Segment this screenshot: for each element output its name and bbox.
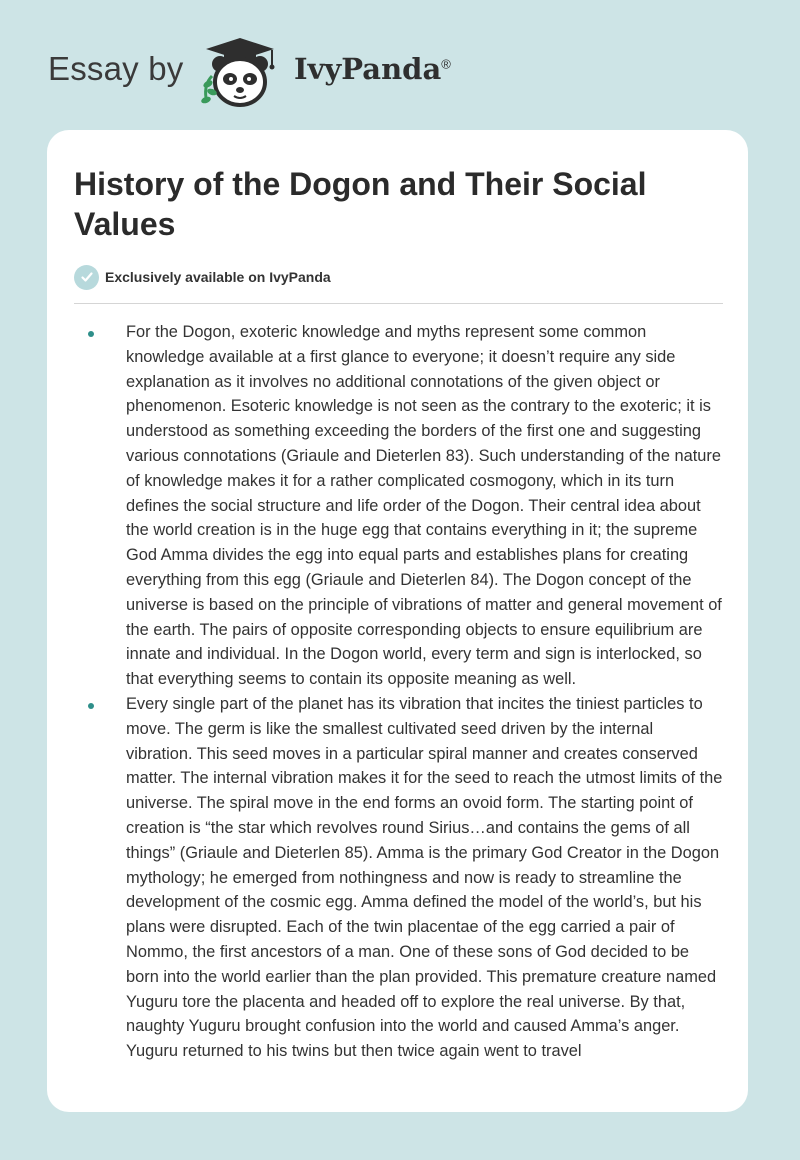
- exclusive-badge: [74, 264, 331, 290]
- paragraph-text: Every single part of the planet has its vibration that incites the tiniest particles to move. The germ is like the smallest cultivated seed driven by the internal vibration. This seed moves in a particular spiral manner and creates conserved matter. The internal vibration makes it for the seed to reach the utmost limits of the universe. The spiral move in the end forms an ovoid form. The starting point of creation is “the star which revolves round Sirius…and contains the gems of all things” (Griaule and Dieterlen 85). Amma is the primary God Creator in the Dogon mythology; he emerged from nothingness and now is ready to streamline the development of the cosmic egg. Amma defined the model of the world’s, but his plans were disrupted. Each of the twin placentae of the egg carried a pair of Nommo, the first ancestors of a man. One of these sons of God decided to be born into the world earlier than the plan provided. This premature creature named Yuguru tore the placenta and headed off to explore the real universe. By that, naughty Yuguru brought confusion into the world and caused Amma’s anger. Yuguru returned to his twins but then twice again went to travel: [126, 694, 723, 1061]
- check-circle-icon: [74, 265, 99, 290]
- site-header: [48, 36, 648, 116]
- paragraph-text: For the Dogon, exoteric knowledge and myths represent some common knowledge available at a first glance to everyone; it doesn’t require any side explanation as it involves no additional connotations of the given object or phenomenon. Esoteric knowledge is not seen as the contrary to the exoteric; it is understood as something exceeding the borders of the first one and suggesting various connotations (Griaule and Dieterlen 83). Such understanding of the nature of knowledge makes it for a rather complicated cosmogony, which in its turn defines the social structure and life order of the Dogon. Their central idea about the world creation is in the huge egg that contains everything in it; the supreme God Amma divides the egg into equal parts and establishes plans for creating everything from this egg (Griaule and Dieterlen 84). The Dogon concept of the universe is based on the principle of vibrations of matter and general movement of the earth. The pairs of opposite corresponding objects to ensure equilibrium are innate and individual. In the Dogon world, every term and sign is interlocked, so that everything seems to contain its opposite meaning as well.: [126, 323, 722, 689]
- essay-title: History of the Dogon and Their Social Values: [74, 166, 647, 242]
- list-item: [74, 320, 724, 692]
- divider: [74, 303, 723, 304]
- bullet-icon: [88, 331, 94, 337]
- brand-name[interactable]: IvyPanda®: [294, 52, 451, 86]
- essay-by-label: Essay by: [48, 50, 184, 87]
- bullet-icon: [88, 703, 94, 709]
- panda-graduation-cap-icon[interactable]: [200, 36, 292, 110]
- list-item: [74, 692, 724, 1064]
- essay-body: [74, 320, 724, 1064]
- essay-card: [47, 130, 748, 1112]
- exclusive-badge-label: Exclusively available on IvyPanda: [105, 269, 331, 285]
